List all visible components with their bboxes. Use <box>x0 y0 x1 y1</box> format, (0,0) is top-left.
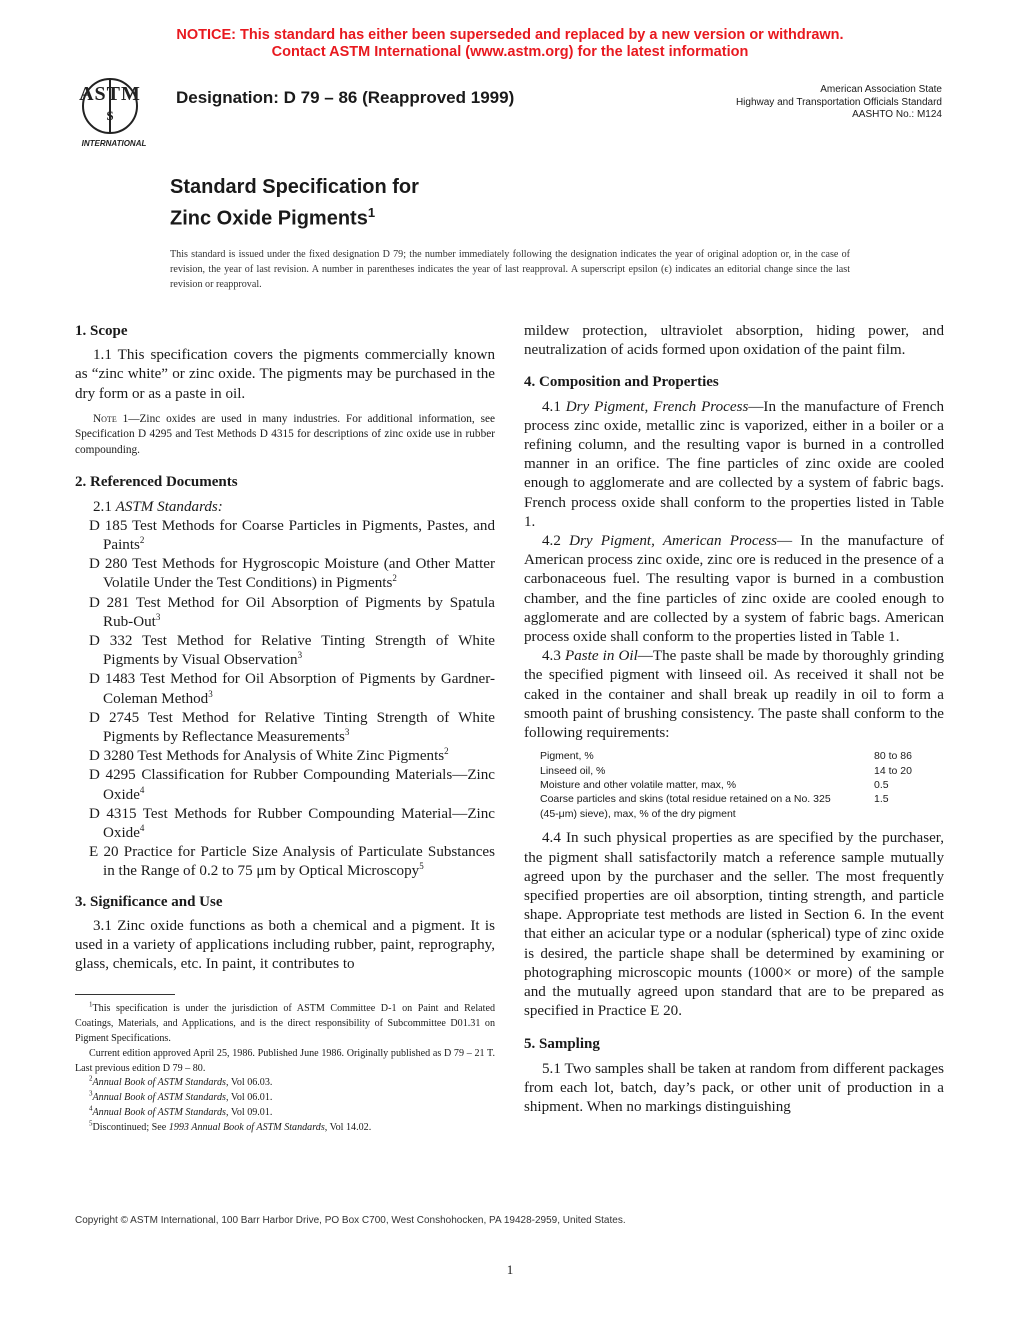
astm-logo-icon <box>66 72 162 150</box>
aashto-block <box>736 84 942 122</box>
requirement-item: Coarse particles and skins (total residue retained on a No. 325 (45-μm) sieve), max, % of the dry pigment <box>540 793 831 820</box>
reference-text: D 3280 Test Methods for Analysis of White Zinc Pigments <box>89 748 445 765</box>
footnote-number: 3 <box>89 1089 93 1098</box>
footnote-prefix: Discontinued; See <box>92 1121 169 1133</box>
p41-text: —In the manufacture of French process zinc oxide, metallic zinc is vaporized, either in a boiler or a refining column, and the resulting vapor is burned in a controlled manner in an orifice. The fine particles of zinc oxide are cooled enough to agglomerate and are collected by a system of fabric bags. French process oxide shall conform to the properties listed in Table 1. <box>524 398 944 530</box>
reference-item <box>75 709 495 747</box>
refs-intro <box>75 498 495 517</box>
p43-text: —The paste shall be made by thoroughly grinding the specified pigment with linseed oil. As received it shall not be caked in the container and shall break up readily in oil to form a smooth paint of brushing consistency. The paste shall conform to the following requirements: <box>524 648 945 742</box>
footnote-text: This specification is under the jurisdiction of ASTM Committee D-1 on Paint and Related Coatings, Materials, and Applications, and is the direct responsibility of Subcommittee D01.31 on Pigment Specifications. <box>75 1003 495 1044</box>
reference-footnote-ref: 2 <box>139 534 145 545</box>
reference-item <box>75 766 495 804</box>
reference-text: D 332 Test Method for Relative Tinting Strength of White Pigments by Visual Observation <box>89 632 495 669</box>
refs-intro-label: ASTM Standards: <box>115 498 223 515</box>
p43-title: Paste in Oil <box>564 648 638 665</box>
footnote <box>75 1002 495 1046</box>
paste-requirements-table <box>524 749 944 821</box>
footnote-text: , Vol 09.01. <box>225 1106 273 1118</box>
reference-text: D 4295 Classification for Rubber Compounding Materials—Zinc Oxide <box>89 767 495 803</box>
left-column <box>75 322 495 1136</box>
p41-number: 4.1 <box>542 398 566 415</box>
title-line-2: Zinc Oxide Pigments <box>170 207 368 230</box>
title-footnote-ref: 1 <box>367 205 376 220</box>
paragraph-4-1 <box>524 398 944 532</box>
reference-text: E 20 Practice for Particle Size Analysis of Particulate Substances in the Range of 0.2 to 75 μm by Optical Microscopy <box>89 844 495 880</box>
footnote-citation: Annual Book of ASTM Standards <box>92 1092 226 1104</box>
aashto-line-1: American Association State <box>820 84 942 95</box>
designation: Designation: D 79 – 86 (Reapproved 1999) <box>176 88 515 107</box>
footnote <box>75 1106 495 1121</box>
note-1 <box>75 412 495 459</box>
referenced-documents-heading: 2. Referenced Documents <box>75 474 238 491</box>
reference-footnote-ref: 3 <box>208 688 213 699</box>
reference-footnote-ref: 5 <box>419 861 424 872</box>
aashto-line-2: Highway and Transportation Officials Standard <box>735 96 942 108</box>
footnote <box>75 1047 495 1077</box>
reference-item <box>75 805 495 843</box>
refs-intro-number: 2.1 <box>93 498 116 515</box>
footnote <box>75 1091 495 1106</box>
right-column <box>524 322 944 1117</box>
requirement-item: Pigment, % <box>540 750 594 763</box>
paragraph-5-1: 5.1 Two samples shall be taken at random from different packages from each lot, batch, day’s pack, or other unit of production in a shipment. When no markings distinguishing <box>524 1060 944 1115</box>
requirement-row <box>524 792 944 821</box>
reference-footnote-ref: 3 <box>155 611 161 622</box>
abstract: This standard is issued under the fixed designation D 79; the number immediately following the designation indicates the year of original adoption or, in the case of revision, the year of last revision. A number in parentheses indicates the year of last reapproval. A superscript epsilon (ϵ) indicates an editorial change since the last revision or reapproval. <box>170 249 850 290</box>
reference-list <box>75 517 495 882</box>
significance-continued: mildew protection, ultraviolet absorption, hiding power, and neutralization of acids formed upon oxidation of the paint film. <box>524 323 944 359</box>
requirement-value: 80 to 86 <box>874 750 912 763</box>
reference-footnote-ref: 3 <box>297 650 303 661</box>
scope-paragraph: 1.1 This specification covers the pigments commercially known as “zinc white” or zinc oxide. The pigments may be purchased in the dry form or as a paste in oil. <box>75 347 495 402</box>
reference-item <box>75 632 495 670</box>
notice-line-2: Contact ASTM International (www.astm.org) for the latest information <box>271 44 749 60</box>
astm-logo <box>66 72 162 150</box>
copyright-footer: Copyright © ASTM International, 100 Barr Harbor Drive, PO Box C700, West Conshohocken, PA 19428-2959, United States. <box>75 1215 626 1226</box>
paragraph-4-3 <box>524 647 944 743</box>
aashto-line-3: AASHTO No.: M124 <box>852 109 942 120</box>
p42-number: 4.2 <box>542 533 570 550</box>
reference-text: D 2745 Test Method for Relative Tinting Strength of White Pigments by Reflectance Measurements <box>89 709 495 745</box>
requirement-item: Linseed oil, % <box>540 764 606 777</box>
note-text: —Zinc oxides are used in many industries. For additional information, see Specification D 4295 and Test Methods D 4315 for descriptions of zinc oxide use in rubber compounding. <box>75 412 495 456</box>
document-title <box>170 174 419 232</box>
scope-heading: 1. Scope <box>75 323 128 339</box>
significance-heading: 3. Significance and Use <box>75 893 223 910</box>
reference-footnote-ref: 2 <box>444 746 449 757</box>
reference-text: D 281 Test Method for Oil Absorption of Pigments by Spatula Rub-Out <box>89 594 495 630</box>
reference-text: D 4315 Test Methods for Rubber Compounding Material—Zinc Oxide <box>89 805 495 841</box>
footnote-number: 2 <box>89 1075 93 1084</box>
page-number: 1 <box>506 1262 514 1277</box>
reference-footnote-ref: 3 <box>344 726 350 737</box>
reference-text: D 280 Test Methods for Hygroscopic Moisture (and Other Matter Volatile Under the Test Conditions) in Pigments <box>89 556 495 592</box>
reference-item <box>75 670 495 708</box>
footnote-number: 5 <box>89 1119 93 1128</box>
footnote <box>75 1076 495 1091</box>
logo-international: INTERNATIONAL <box>81 139 147 148</box>
reference-item <box>75 594 495 632</box>
footnote-citation: 1993 Annual Book of ASTM Standards <box>168 1121 325 1133</box>
requirement-value: 1.5 <box>874 793 889 806</box>
reference-footnote-ref: 2 <box>392 573 397 584</box>
footnote-number: 4 <box>89 1104 93 1113</box>
p42-text: — In the manufacture of American process zinc oxide, zinc ore is reduced in the presence of a carbonaceous fuel. The resulting vapor is burned in a combustion chamber, and the fine particles of zinc oxide are cooled enough to agglomerate and are collected by a system of fabric bags. American process oxide shall conform to the properties listed in Table 1. <box>524 533 945 646</box>
footnotes <box>75 1002 495 1135</box>
reference-item <box>75 555 495 593</box>
footnote-text: Current edition approved April 25, 1986. Published June 1986. Originally published as D 79 – 21 T. Last previous edition D 79 – 80. <box>75 1047 495 1074</box>
paragraph-4-4: 4.4 In such physical properties as are specified by the purchaser, the pigment shall satisfactorily match a reference sample mutually agreed upon by the purchaser and the seller. The most frequently specified properties are oil absorption, tinting strength, and particle shape. Appropriate test methods are listed in Section 6. In the event that either an acicular type or a nodular (spherical) type of zinc oxide is desired, the particle shape shall be determined by examining or photographing microscopic mounts (1000× or more) of the sample and the mutually agreed upon standard that are to be prepared as specified in Practice E 20. <box>524 830 944 1020</box>
reference-footnote-ref: 4 <box>139 822 145 833</box>
note-label: Note 1 <box>93 412 129 425</box>
requirement-item: Moisture and other volatile matter, max, % <box>540 779 737 792</box>
p42-title: Dry Pigment, American Process <box>569 533 777 550</box>
composition-heading: 4. Composition and Properties <box>524 374 719 391</box>
requirement-row <box>524 778 944 792</box>
requirement-row <box>524 764 944 778</box>
sampling-heading: 5. Sampling <box>524 1036 600 1053</box>
significance-paragraph: 3.1 Zinc oxide functions as both a chemical and a pigment. It is used in a variety of applications including rubber, paint, reprography, glass, chemicals, etc. In paint, it contributes to <box>75 917 495 973</box>
paragraph-4-2 <box>524 532 944 647</box>
reference-item <box>75 517 495 555</box>
footnote-text: , Vol 06.03. <box>225 1077 273 1089</box>
reference-item <box>75 747 495 766</box>
reference-footnote-ref: 4 <box>139 784 145 795</box>
p43-number: 4.3 <box>542 648 565 665</box>
footnote-text: , Vol 06.01. <box>225 1092 273 1104</box>
requirement-value: 0.5 <box>874 779 889 792</box>
footnote <box>75 1121 495 1136</box>
logo-mark: ASTM <box>79 83 141 105</box>
title-line-1: Standard Specification for <box>170 176 419 198</box>
footnote-text: , Vol 14.02. <box>324 1121 372 1133</box>
p41-title: Dry Pigment, French Process <box>565 398 749 415</box>
reference-item <box>75 843 495 881</box>
footnote-citation: Annual Book of ASTM Standards <box>92 1106 226 1118</box>
notice-banner <box>0 27 1020 61</box>
reference-text: D 185 Test Methods for Coarse Particles in Pigments, Pastes, and Paints <box>89 517 495 553</box>
svg-text:S: S <box>106 108 114 123</box>
footnote-number: 1 <box>89 1001 93 1010</box>
notice-line-1: NOTICE: This standard has either been superseded and replaced by a new version or withdrawn. <box>176 27 844 43</box>
reference-text: D 1483 Test Method for Oil Absorption of Pigments by Gardner-Coleman Method <box>89 671 495 707</box>
requirement-value: 14 to 20 <box>874 764 912 777</box>
footnote-citation: Annual Book of ASTM Standards <box>92 1077 226 1089</box>
requirement-row <box>524 749 944 763</box>
